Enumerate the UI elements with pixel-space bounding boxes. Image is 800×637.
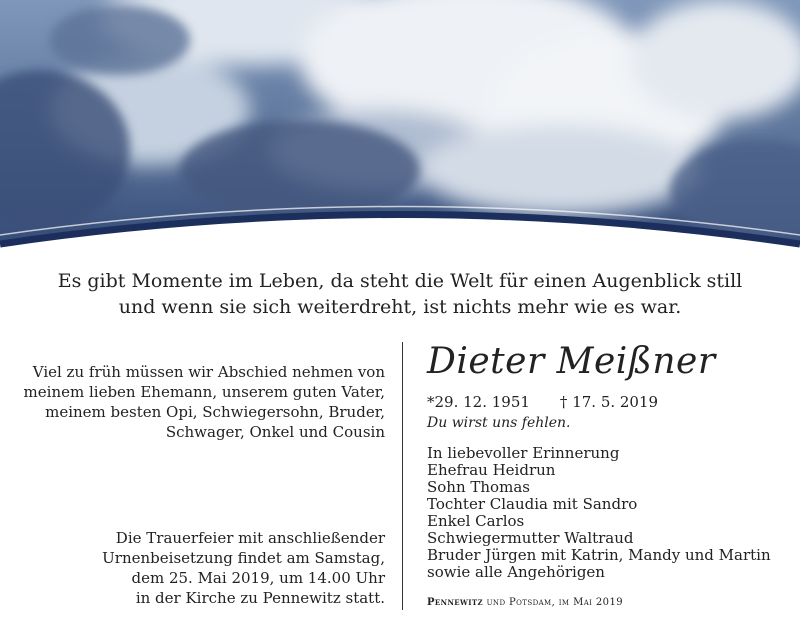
farewell-text — [15, 362, 385, 442]
quote-text — [0, 268, 800, 320]
deceased-name: Dieter Meißner — [427, 341, 716, 382]
mourner-line: Enkel Carlos — [427, 512, 525, 530]
vertical-divider — [402, 342, 403, 610]
mourner-line: Sohn Thomas — [427, 478, 530, 496]
cloud-sky-image — [0, 0, 800, 262]
funeral-line: in der Kirche zu Pennewitz statt. — [135, 589, 385, 607]
mourner-line: Schwiegermutter Waltraud — [427, 529, 634, 547]
motto: Du wirst uns fehlen. — [427, 415, 571, 431]
farewell-line: Viel zu früh müssen wir Abschied nehmen von — [32, 363, 385, 381]
funeral-line: dem 25. Mai 2019, um 14.00 Uhr — [131, 569, 385, 587]
mourner-line: Tochter Claudia mit Sandro — [427, 495, 638, 513]
mourner-line: Bruder Jürgen mit Katrin, Mandy und Martin — [427, 546, 771, 564]
mourner-line: sowie alle Angehörigen — [427, 563, 605, 581]
mourner-line: In liebevoller Erinnerung — [427, 444, 620, 462]
funeral-line: Die Trauerfeier mit anschließender — [115, 529, 385, 547]
quote-line: und wenn sie sich weiterdreht, ist nichts mehr wie es war. — [118, 296, 682, 318]
place-name: Pennewitz — [427, 597, 484, 608]
funeral-line: Urnenbeisetzung findet am Samstag, — [102, 549, 385, 567]
farewell-line: meinem lieben Ehemann, unserem guten Vater, — [23, 383, 385, 401]
birth-date: *29. 12. 1951 — [427, 393, 530, 411]
life-dates — [427, 392, 787, 412]
place-rest: und Potsdam, im Mai 2019 — [483, 597, 623, 608]
death-date: † 17. 5. 2019 — [559, 393, 659, 411]
quote-line: Es gibt Momente im Leben, da steht die Welt für einen Augenblick still — [57, 270, 743, 292]
place-date-line — [427, 596, 787, 610]
mourners-list — [427, 445, 787, 581]
mourner-line: Ehefrau Heidrun — [427, 461, 556, 479]
farewell-line: Schwager, Onkel und Cousin — [165, 423, 385, 441]
funeral-info — [15, 528, 385, 608]
farewell-line: meinem besten Opi, Schwiegersohn, Bruder, — [45, 403, 385, 421]
